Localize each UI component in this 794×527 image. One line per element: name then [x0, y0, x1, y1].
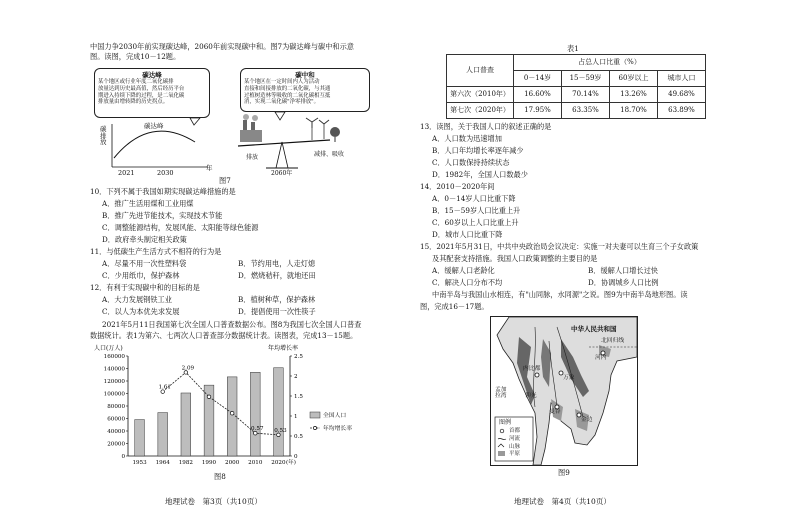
q10-option-c[interactable]: C．调整能源结构，发展风能、太阳能等绿色能源 [102, 223, 259, 232]
table-row-label: 第七次（2020年） [447, 103, 514, 119]
q13-option-c[interactable]: C．人口数保持持续状态 [432, 158, 510, 167]
x-tick-unit: 年 [206, 164, 213, 172]
x-tick-2030: 2030 [157, 169, 174, 177]
peak-box-line: 排放量由增转降的历史拐点。 [98, 99, 169, 106]
map-tropic-label: 北回归线 [601, 338, 625, 344]
x-tick-label: 2020 [271, 460, 286, 466]
intro2-line-2: 数据统计。表1为第六、七两次人口普查部分数据统计表。读图表，完成13－15题。 [90, 331, 358, 340]
left-tick-label: 60000 [107, 416, 125, 423]
map-place-hanoi: 河内 [595, 355, 607, 361]
x-tick-2021: 2021 [118, 169, 135, 177]
q12-option-b[interactable]: B．植树种草，保护森林 [238, 295, 316, 304]
left-tick-label: 120000 [103, 379, 125, 385]
legend-bar-swatch [310, 412, 320, 418]
map-place-bangkok: 曼谷 [549, 409, 561, 415]
q12-stem: 12．有利于实现碳中和的目标的是 [90, 283, 200, 292]
q10-option-b[interactable]: B．推广先进节能技术，实现技术节能 [102, 211, 223, 220]
map-place-yangon: 仰光 [525, 393, 537, 399]
left-tick-label: 140000 [103, 366, 125, 373]
q10-option-a[interactable]: A．推广生活用煤和工业用煤 [102, 199, 194, 208]
figure-9-map [490, 316, 638, 466]
left-tick-label: 40000 [107, 429, 125, 435]
figure-8-chart [90, 340, 400, 470]
table-cell: 13.26% [610, 87, 658, 103]
q15-option-c[interactable]: C．解决人口分布不均 [432, 278, 503, 287]
right-tick-label: 0 [294, 454, 298, 460]
growth-rate-point [207, 395, 211, 399]
peak-box-line: 放量达到历史最高值，然后经历平台 [98, 85, 185, 92]
left-tick-label: 20000 [107, 441, 125, 448]
curve-label: 碳达峰 [144, 122, 164, 130]
q13-option-d[interactable]: D．1982年，全国人口数最少 [432, 170, 528, 179]
population-bar [181, 393, 191, 456]
intro2-line-1: 2021年5月11日我国第七次全国人口普查数据公布。图8为我国七次全国人口普查 [102, 320, 362, 329]
x-tick-label: 2000 [225, 460, 240, 466]
right-tick-label: 2 [294, 374, 298, 380]
intro-line-1: 中国力争2030年前实现碳达峰，2060年前实现碳中和。图7为碳达峰与碳中和示意 [90, 42, 354, 51]
q13-option-b[interactable]: B．人口年均增长率逐年减少 [432, 146, 524, 155]
table-head-group: 占总人口比重（%） [514, 55, 706, 71]
x-tick-label: 2010 [248, 460, 263, 466]
growth-rate-label: 0.53 [274, 427, 287, 434]
growth-rate-label: 0.57 [251, 426, 264, 433]
growth-rate-point [230, 411, 234, 415]
map-legend-mountain: 山脉 [509, 444, 521, 450]
q15-stem-line-2: 及其配套支持措施。我国人口政策调整的主要目的是 [432, 254, 598, 263]
map-place-vientiane: 万象 [563, 375, 575, 381]
table-cell: 18.70% [610, 103, 658, 119]
table-cell: 17.95% [514, 103, 562, 119]
x-tick-label: 1964 [155, 460, 170, 466]
table-head-census: 人口普查 [447, 55, 514, 87]
q13-option-a[interactable]: A．人口数为迅速增加 [432, 134, 502, 143]
left-tick-label: 160000 [103, 354, 125, 360]
y-axis-label: 碳排放 [100, 125, 107, 146]
population-bar [274, 368, 284, 456]
table-col-head: 0－14岁 [514, 71, 562, 87]
figure-8-caption: 图8 [214, 472, 226, 481]
balance-year-label: 2060年 [271, 170, 293, 177]
population-bar [250, 372, 260, 456]
q10-option-d[interactable]: D．政府牵头制定相关政策 [102, 235, 187, 244]
q12-option-a[interactable]: A．大力发展钢铁工业 [102, 295, 172, 304]
table-cell: 16.60% [514, 87, 562, 103]
neutral-box-line: 某个地区在一定时间内人为活动 [244, 79, 320, 86]
figure-7 [90, 62, 390, 182]
figure-9-caption: 图9 [558, 468, 570, 477]
map-place-bay-of-bengal: 孟加拉湾 [495, 387, 507, 400]
legend-line-marker [313, 426, 316, 429]
q12-option-c[interactable]: C．以人为本优先求发展 [102, 307, 180, 316]
peak-box-title: 碳达峰 [142, 71, 162, 79]
right-tick-label: 2.5 [294, 354, 303, 360]
left-tick-label: 0 [121, 454, 125, 460]
table-col-head: 60岁以上 [610, 71, 658, 87]
q14-option-d[interactable]: D．城市人口比重下降 [432, 230, 503, 239]
table-cell: 49.68% [658, 87, 706, 103]
left-tick-label: 80000 [107, 404, 125, 410]
table-1 [446, 54, 706, 119]
map-legend-title: 图例 [499, 419, 512, 426]
q13-stem: 13．读图，关于我国人口的叙述正确的是 [420, 122, 552, 131]
q10-stem: 10．下列不属于我国如期实现碳达峰措施的是 [90, 187, 236, 196]
population-bar [158, 413, 168, 456]
q14-option-c[interactable]: C．60岁以上人口比重上升 [432, 218, 519, 227]
q15-option-d[interactable]: D．协调城乡人口比例 [588, 278, 659, 287]
x-tick-label: 1982 [178, 460, 193, 466]
neutral-box-line: 过植树造林等吸收的二氧化碳相互抵 [244, 92, 331, 99]
map-legend-capital: 首都 [509, 428, 521, 434]
table-col-head: 城市人口 [658, 71, 706, 87]
q11-stem: 11．与低碳生产生活方式不相符的行为是 [90, 247, 222, 256]
left-tick-label: 100000 [103, 391, 125, 398]
growth-rate-label: 2.09 [181, 365, 195, 372]
q11-option-d[interactable]: D．燃烧秸秆，就地还田 [238, 271, 316, 280]
table-cell: 70.14% [562, 87, 610, 103]
right-tick-label: 1 [294, 414, 298, 420]
neutral-box-title: 碳中和 [295, 71, 315, 79]
x-tick-label: 1953 [132, 460, 147, 466]
table-1-title: 表1 [567, 44, 579, 53]
x-axis-unit: (年) [286, 460, 296, 466]
q11-option-a[interactable]: A．尽量不用一次性塑料袋 [102, 259, 187, 268]
q15-option-b[interactable]: B．缓解人口增长过快 [588, 266, 658, 275]
right-tick-label: 0.5 [294, 434, 303, 440]
figure-7-graphics [90, 62, 390, 182]
q12-option-d[interactable]: D．提倡使用一次性筷子 [238, 307, 316, 316]
intro-line-2: 图。读图，完成10－12题。 [90, 52, 181, 61]
figure-7-caption: 图7 [219, 176, 231, 185]
map-place-naypyidaw: 内比都 [523, 366, 541, 372]
table-cell: 63.35% [562, 103, 610, 119]
right-page-footer: 地理试卷 第4页（共10页） [514, 497, 611, 506]
map-place-phnom-penh: 金边 [581, 417, 593, 423]
intro3-line-1: 中南半岛与我国山水相连，有"山同脉，水同源"之说。图9为中南半岛地形图。读 [432, 290, 688, 299]
population-bar [135, 420, 145, 456]
map-legend-plain: 平原 [509, 451, 521, 457]
left-axis-title: 人口(万人) [94, 345, 123, 352]
legend-line-label: 年均增长率 [323, 426, 352, 432]
right-tick-label: 1.5 [294, 394, 303, 400]
left-page-footer: 地理试卷 第3页（共10页） [165, 497, 262, 506]
q11-option-c[interactable]: C．少用纸巾，保护森林 [102, 271, 180, 280]
peak-box-line: 某个地区或行业年度二氧化碳排 [98, 79, 174, 86]
q14-option-b[interactable]: B．15－59岁人口比重上升 [432, 206, 521, 215]
neutral-box-line: 消，实现二氧化碳"净零排放"。 [244, 99, 320, 106]
legend-bar-label: 全国人口 [323, 413, 347, 419]
x-tick-label: 1990 [201, 460, 217, 466]
peak-box-line: 期进入持续下降的过程，是二氧化碳 [98, 92, 185, 99]
table-col-head: 15－59岁 [562, 71, 610, 87]
table-cell: 63.89% [658, 103, 706, 119]
q15-stem-line-1: 15．2021年5月31日，中共中央政治局会议决定：实施一对夫妻可以生育三个子女政策 [420, 242, 699, 251]
map-legend-river: 河流 [509, 436, 521, 442]
q14-stem: 14．2010－2020年间 [420, 182, 495, 191]
right-axis-title: 年均增长率 [268, 345, 299, 352]
map-country-label: 中华人民共和国 [571, 325, 617, 333]
growth-rate-label: 1.61 [158, 384, 171, 391]
q14-option-a[interactable]: A．0－14岁人口比重下降 [432, 194, 516, 203]
balance-right-label: 减排、吸收 [314, 151, 345, 158]
q15-option-a[interactable]: A．缓解人口老龄化 [432, 266, 495, 275]
q11-option-b[interactable]: B．节约用电，人走灯熄 [238, 259, 316, 268]
table-row-label: 第六次（2010年） [447, 87, 514, 103]
neutral-box-line: 直接和间接排放的二氧化碳，与其通 [244, 85, 331, 92]
intro3-line-2: 图，完成16－17题。 [420, 302, 489, 311]
balance-left-label: 排放 [246, 154, 259, 161]
